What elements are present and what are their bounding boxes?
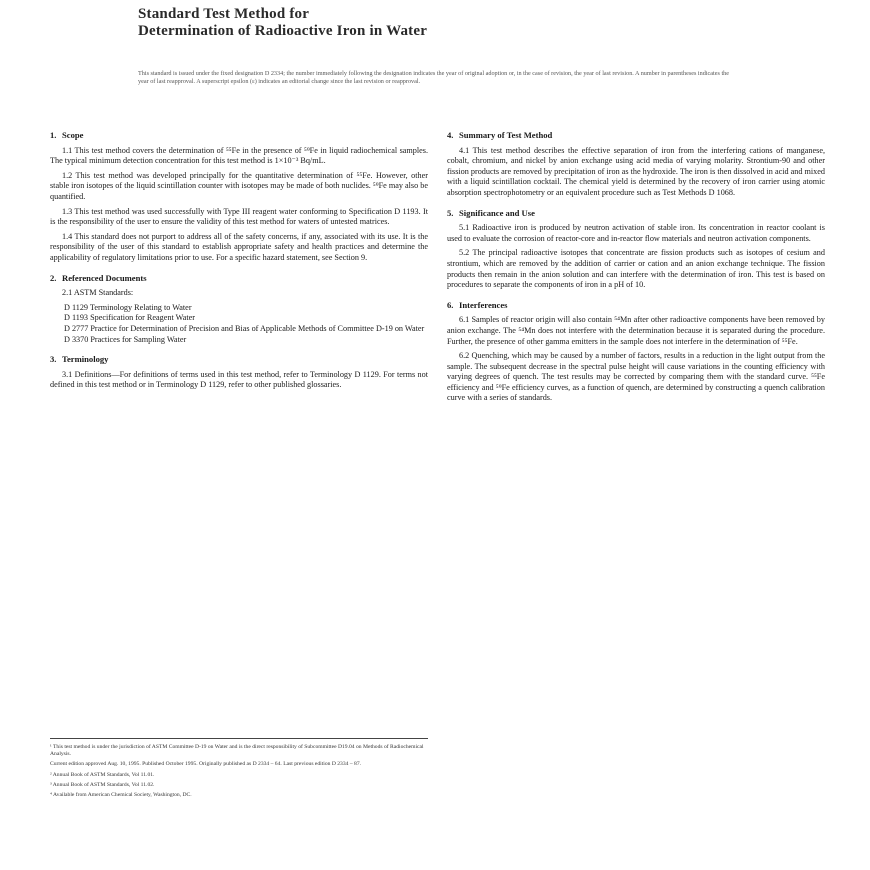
footnote: ² Annual Book of ASTM Standards, Vol 11.01. bbox=[50, 771, 155, 778]
referenced-documents-list bbox=[64, 303, 428, 345]
paragraph: 1.2 This test method was developed principally for the quantitative determination of ⁵⁵Fe. However, other stable iron isotopes of the liquid scintillation counter with isotopes may be made of both nuclides. ⁵⁹Fe may also be quantified. bbox=[50, 170, 428, 201]
list-item: D 3370 Practices for Sampling Water bbox=[64, 334, 187, 344]
right-column bbox=[447, 130, 825, 413]
paragraph: 1.3 This test method was used successfully with Type III reagent water conforming to Specification D 1193. It is the responsibility of the user to ensure the validity of this test method for waters of untested matrices. bbox=[50, 206, 428, 227]
paragraph: 2.1 ASTM Standards: bbox=[62, 288, 134, 298]
abstract-note: This standard is issued under the fixed designation D 2334; the number immediately following the designation indicates the year of original adoption or, in the case of revision, the year of last revision. A number in parentheses indicates the year of last reapproval. A superscript epsilon (ε) indicates an editorial change since the last revision or reapproval. bbox=[138, 70, 730, 85]
paragraph: 1.1 This test method covers the determination of ⁵⁵Fe in the presence of ⁵⁹Fe in liquid radiochemical samples. The typical minimum detection concentration for this test method is 1×10⁻³ Bq/mL. bbox=[50, 145, 428, 166]
section-heading: 1. Scope bbox=[50, 130, 84, 140]
section-heading: 6. Interferences bbox=[447, 299, 508, 310]
section-scope bbox=[50, 130, 428, 264]
list-item: D 1193 Specification for Reagent Water bbox=[64, 313, 195, 323]
paragraph: 3.1 Definitions—For definitions of terms used in this test method, refer to Terminology D 1129. For terms not defined in this test method or in Terminology D 1129, refer to other published glossaries. bbox=[50, 369, 428, 390]
list-item: D 1129 Terminology Relating to Water bbox=[64, 302, 192, 312]
list-item: D 2777 Practice for Determination of Precision and Bias of Applicable Methods of Committee D-19 on Water bbox=[64, 323, 425, 333]
section-interferences bbox=[447, 300, 825, 404]
paragraph: 6.2 Quenching, which may be caused by a number of factors, results in a reduction in the light output from the sample. The subsequent decrease in the spectral pulse height will cause variations in the counting efficiency with varying degrees of quench. The test results may be corrected by comparing them with the standard curve. ⁵⁵Fe efficiency and ⁵⁹Fe efficiency curves, as a function of quench, are determined by constructing a quench calibration curve with a series of standards. bbox=[447, 351, 825, 403]
title-block bbox=[138, 6, 738, 40]
title-line-1: Standard Test Method for bbox=[138, 6, 310, 22]
section-terminology bbox=[50, 354, 428, 391]
footnote: ⁴ Available from American Chemical Society, Washington, DC. bbox=[50, 792, 192, 799]
footnote: ³ Annual Book of ASTM Standards, Vol 11.02. bbox=[50, 781, 155, 788]
section-heading: 4. Summary of Test Method bbox=[447, 130, 553, 140]
section-heading: 3. Terminology bbox=[50, 354, 109, 365]
paragraph: 6.1 Samples of reactor origin will also contain ⁵⁴Mn after other radioactive components have been removed by anion exchange. The ⁵⁴Mn does not interfere with the determination because it is separated during the procedure. Further, the presence of other gamma emitters in the sample does not interfere in the determination of ⁵⁵Fe. bbox=[447, 315, 825, 346]
section-heading: 2. Referenced Documents bbox=[50, 272, 147, 283]
paragraph: 1.4 This standard does not purport to address all of the safety concerns, if any, associated with its use. It is the responsibility of the user of this standard to establish appropriate safety and health practices and determine the applicability of regulatory limitations prior to use. For a specific hazard statement, see Section 9. bbox=[50, 231, 428, 262]
paragraph: 4.1 This test method describes the effective separation of iron from the interfering cations of manganese, cobalt, chromium, and nickel by anion exchange using acid media of varying molarity. Strontium-90 and other fission products are removed by precipitation of iron as the hydroxide. The iron is then dissolved in acid and mixed with a liquid scintillation cocktail. The chemical yield is determined by the recovery of iron carrier using atomic absorption spectrophotometry or an equivalent procedure such as Test Methods D 1068. bbox=[447, 145, 825, 197]
section-significance bbox=[447, 208, 825, 291]
section-heading: 5. Significance and Use bbox=[447, 207, 535, 218]
title-line-2: Determination of Radioactive Iron in Water bbox=[138, 23, 428, 39]
footnote: ¹ This test method is under the jurisdiction of ASTM Committee D-19 on Water and is the direct responsibility of Subcommittee D19.04 on Methods of Radiochemical Analysis. bbox=[50, 744, 424, 758]
paragraph: 5.2 The principal radioactive isotopes that concentrate are fission products such as isotopes of cesium and strontium, which are removed by the addition of carrier or cation and an anion exchange technique. The fission products then remain in the anion solution and can interfere with the determination of iron. This test is based on procedures to separate the components of iron in a pH of 10. bbox=[447, 248, 825, 290]
paragraph: 5.1 Radioactive iron is produced by neutron activation of stable iron. Its concentration in reactor coolant is used to evaluate the corrosion of reactor-core and in-reactor flow materials and neutron activation components. bbox=[447, 223, 825, 243]
section-summary bbox=[447, 130, 825, 199]
left-column bbox=[50, 130, 428, 400]
footnote: Current edition approved Aug. 10, 1995. Published October 1995. Originally published as D 2334 – 64. Last previous edition D 2334 – 87. bbox=[50, 761, 362, 768]
footnotes bbox=[50, 738, 428, 802]
section-referenced-documents bbox=[50, 273, 428, 346]
